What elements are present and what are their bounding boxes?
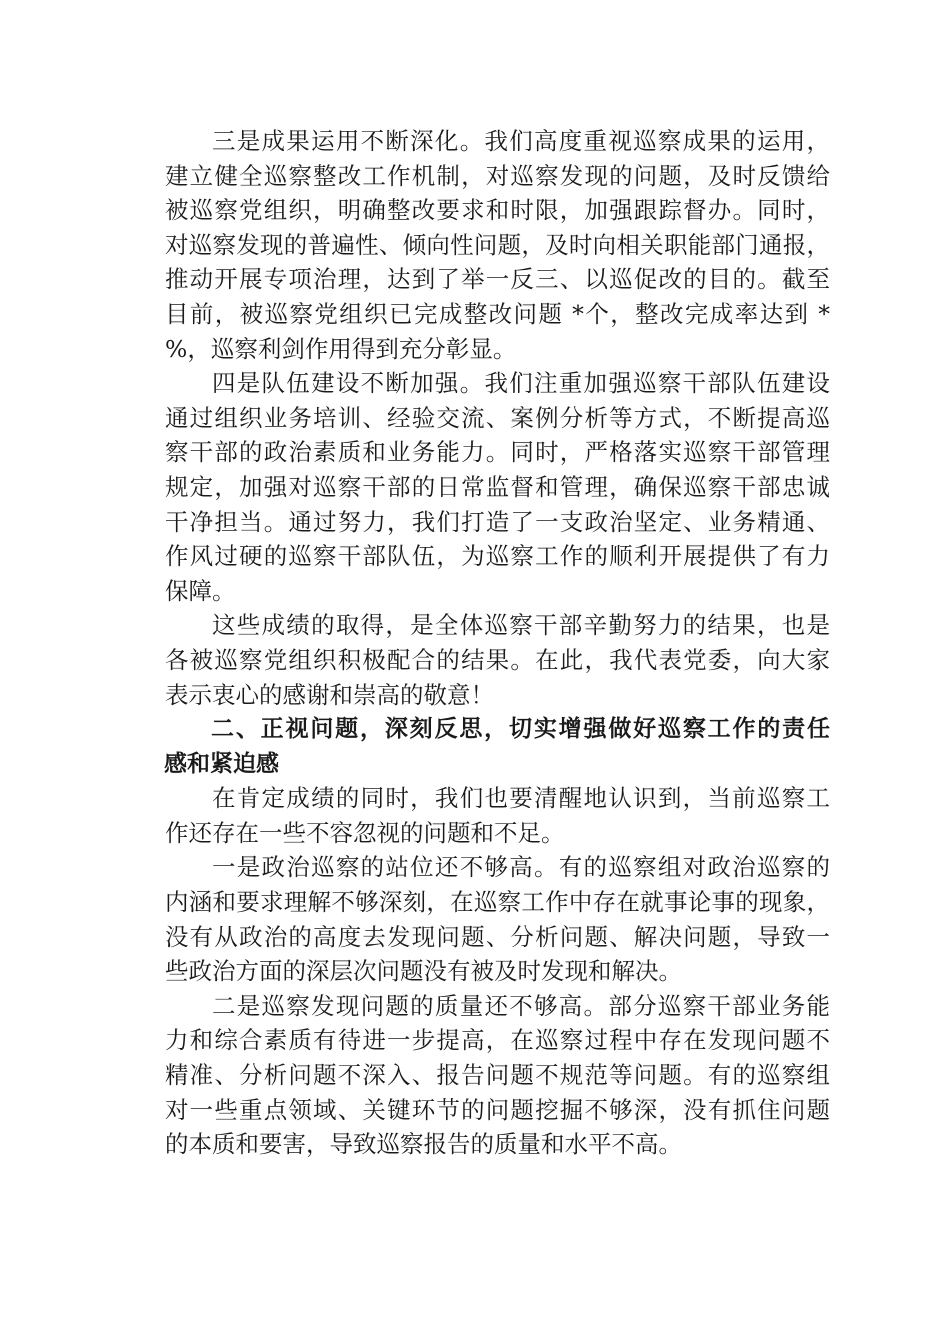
paragraph-team-building	[118, 366, 830, 608]
text-line: %，巡察利剑作用得到充分彰显。	[165, 334, 517, 363]
text-line: 二是巡察发现问题的质量还不够高。部分巡察干部业务能	[212, 991, 830, 1020]
text-line: 些政治方面的深层次问题没有被及时发现和解决。	[165, 957, 682, 986]
paragraph-issue-quality	[118, 989, 830, 1162]
text-line: 干净担当。通过努力，我们打造了一支政治坚定、业务精通、	[165, 507, 830, 536]
text-line: 精准、分析问题不深入、报告问题不规范等问题。有的巡察组	[165, 1061, 830, 1090]
text-line: 没有从政治的高度去发现问题、分析问题、解决问题，导致一	[165, 922, 830, 951]
paragraph-intro	[118, 781, 830, 850]
text-line: 作风过硬的巡察干部队伍，为巡察工作的顺利开展提供了有力	[165, 542, 830, 571]
paragraph-thanks	[118, 608, 830, 712]
text-line: 保障。	[165, 576, 236, 605]
text-line: 内涵和要求理解不够深刻，在巡察工作中存在就事论事的现象，	[165, 888, 830, 917]
text-line: 表示衷心的感谢和崇高的敬意！	[165, 680, 494, 709]
paragraph-political-standpoint	[118, 850, 830, 988]
text-line: 作还存在一些不容忽视的问题和不足。	[165, 818, 565, 847]
text-line: 力和综合素质有待进一步提高，在巡察过程中存在发现问题不	[165, 1026, 830, 1055]
text-line: 三是成果运用不断深化。我们高度重视巡察成果的运用，	[212, 127, 830, 155]
text-line: 对一些重点领域、关键环节的问题挖掘不够深，没有抓住问题	[165, 1095, 830, 1124]
text-line: 在肯定成绩的同时，我们也要清醒地认识到，当前巡察工	[212, 784, 830, 813]
text-line: 各被巡察党组织积极配合的结果。在此，我代表党委，向大家	[165, 645, 830, 674]
text-line: 推动开展专项治理，达到了举一反三、以巡促改的目的。截至	[165, 265, 830, 294]
text-line: 规定，加强对巡察干部的日常监督和管理，确保巡察干部忠诚	[165, 472, 830, 501]
paragraph-results-application	[118, 124, 830, 366]
text-line: 对巡察发现的普遍性、倾向性问题，及时向相关职能部门通报，	[165, 230, 830, 259]
heading-line: 感和紧迫感	[164, 750, 279, 777]
text-line: 的本质和要害，导致巡察报告的质量和水平不高。	[165, 1130, 682, 1159]
text-line: 察干部的政治素质和业务能力。同时，严格落实巡察干部管理	[165, 438, 830, 467]
document-page	[118, 124, 830, 1162]
text-line: 被巡察党组织，明确整改要求和时限，加强跟踪督办。同时，	[165, 196, 830, 225]
text-line: 建立健全巡察整改工作机制，对巡察发现的问题，及时反馈给	[165, 161, 830, 190]
heading-line: 二、正视问题，深刻反思，切实增强做好巡察工作的责任	[211, 716, 830, 743]
text-line: 通过组织业务培训、经验交流、案例分析等方式，不断提高巡	[165, 403, 830, 432]
text-line: 一是政治巡察的站位还不够高。有的巡察组对政治巡察的	[212, 853, 830, 882]
text-line: 四是队伍建设不断加强。我们注重加强巡察干部队伍建设	[212, 369, 830, 398]
text-line: 这些成绩的取得，是全体巡察干部辛勤努力的结果，也是	[212, 611, 830, 640]
section-heading	[118, 712, 830, 781]
text-line: 目前，被巡察党组织已完成整改问题 *个，整改完成率达到 *	[165, 299, 830, 328]
